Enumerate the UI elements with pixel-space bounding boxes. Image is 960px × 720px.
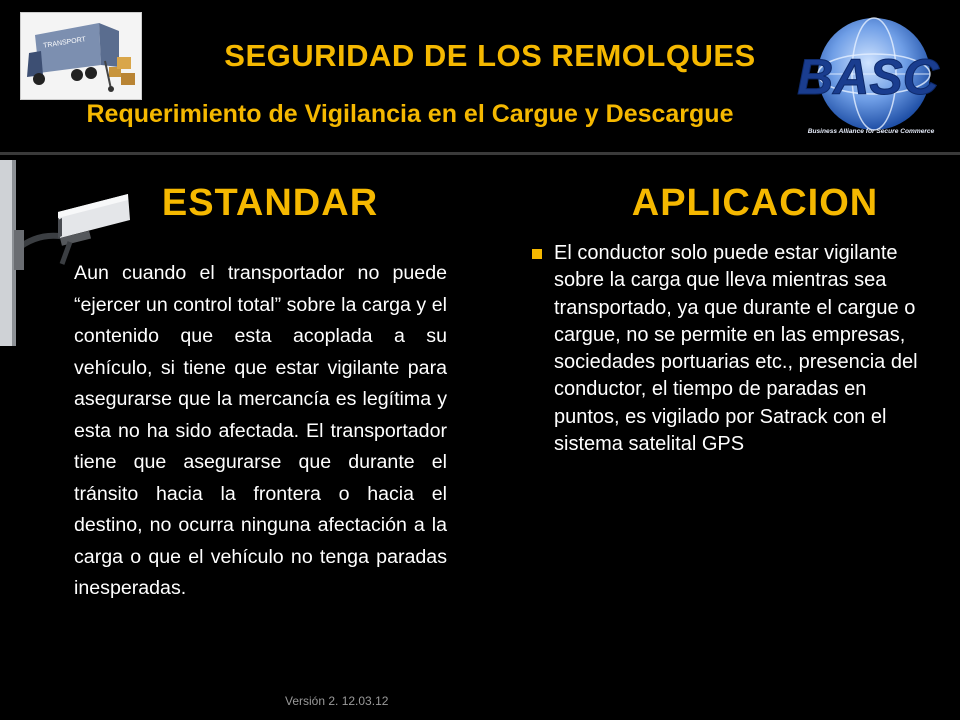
aplicacion-bullet-item — [532, 240, 932, 458]
basc-logo-text: BASC — [797, 49, 939, 105]
basc-tagline: Business Alliance for Secure Commerce — [807, 128, 935, 135]
page-subtitle: Requerimiento de Vigilancia en el Cargue y Descargue — [86, 100, 734, 128]
truck-photo — [20, 12, 142, 100]
heading-aplicacion: APLICACION — [631, 182, 879, 224]
version-label: Versión 2. 12.03.12 — [285, 694, 389, 708]
aplicacion-bullet-text: El conductor solo puede estar vigilante sobre la carga que lleva mientras sea transportado, ya que durante el cargue o cargue, no se permite en las empresas, sociedades portuarias etc., presencia del conductor, el tiempo de paradas en puntos, es vigilado por Satrack con el sistema satelital GPS — [554, 242, 918, 456]
square-bullet-icon — [532, 249, 542, 259]
estandar-body: Aun cuando el transportador no puede “ejercer un control total” sobre la carga y el contenido que esta acoplada a su vehículo, si tiene que estar vigilante para asegurarse que la mercancía es legítima y esta no ha sido afectada. El transportador tiene que asegurarse que durante el tránsito hacia la frontera o hacia el destino, no ocurra ninguna afectación a la carga o que el vehículo no tenga paradas inesperadas. — [74, 262, 447, 599]
truck-photo-label: TRANSPORT — [42, 36, 87, 50]
heading-estandar: ESTANDAR — [161, 182, 379, 224]
page-title: SEGURIDAD DE LOS REMOLQUES — [224, 38, 756, 73]
header-bar — [0, 0, 960, 155]
